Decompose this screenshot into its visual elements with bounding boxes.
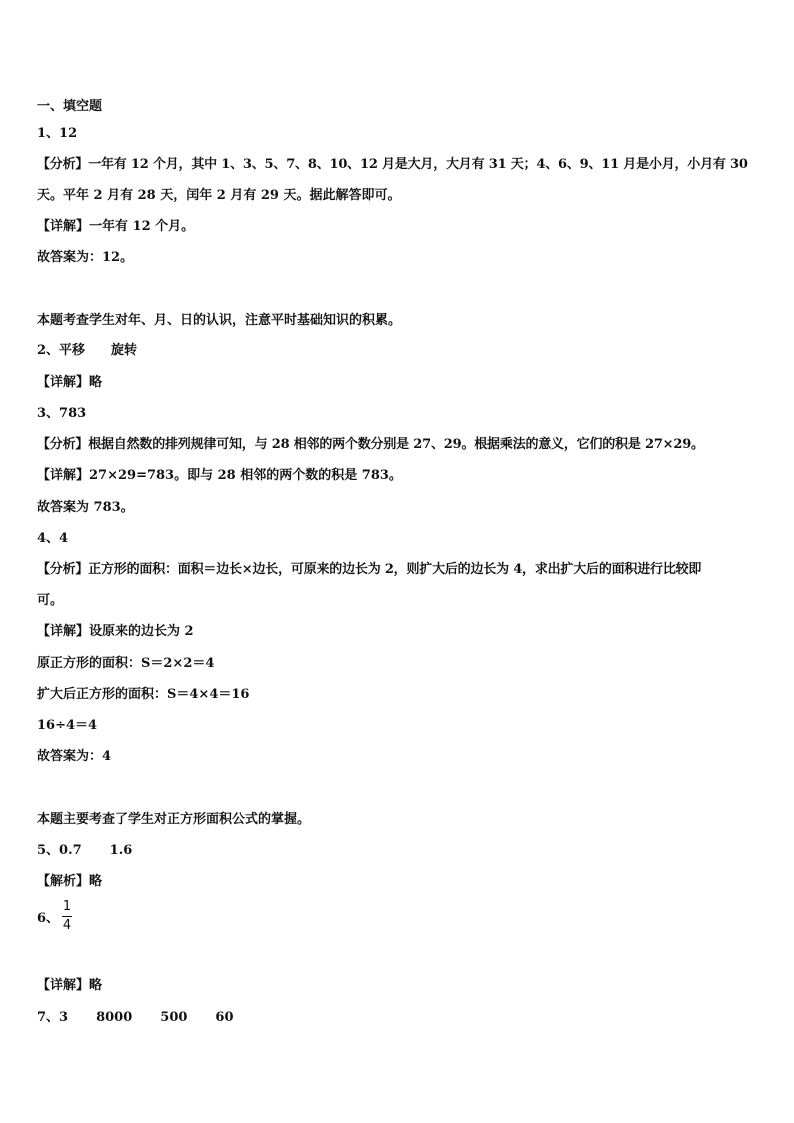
q4-detail: 【详解】设原来的边长为 2	[37, 624, 194, 639]
q6-denominator: 4	[62, 918, 72, 933]
q5-second-answer: 1.6	[109, 843, 133, 858]
q1-analysis-line-2: 天。平年 2 月有 28 天，闰年 2 月有 29 天。据此解答即可。	[37, 188, 401, 203]
q2-detail: 【详解】略	[37, 375, 103, 390]
q2-second-answer: 旋转	[111, 343, 138, 358]
q4-calc-line-3: 16÷4＝4	[37, 718, 98, 733]
fraction-bar	[62, 916, 72, 917]
q2-number: 2、平移	[37, 343, 86, 358]
q4-calc-line-1: 原正方形的面积：S＝2×2＝4	[37, 656, 215, 671]
q7-answer-2: 8000	[96, 1010, 133, 1025]
q4-note: 本题主要考查了学生对正方形面积公式的掌握。	[37, 812, 311, 827]
q4-analysis-line-2: 可。	[37, 593, 64, 608]
q3-analysis: 【分析】根据自然数的排列规律可知，与 28 相邻的两个数分别是 27、29。根据乘法的意义，它们的积是 27×29。	[37, 437, 704, 452]
q3-answer: 故答案为 783。	[37, 500, 134, 515]
q5-line	[37, 842, 132, 860]
q2-line	[37, 342, 137, 360]
q6-fraction	[62, 899, 72, 934]
q4-analysis-line-1: 【分析】正方形的面积：面积＝边长×边长，可原来的边长为 2，则扩大后的边长为 4，求出扩大后的面积进行比较即	[37, 562, 702, 577]
q4-answer: 故答案为：4	[37, 749, 112, 764]
section-title: 一、填空题	[37, 99, 103, 114]
q6-number: 6、	[37, 911, 60, 926]
q3-detail: 【详解】27×29=783。即与 28 相邻的两个数的积是 783。	[37, 468, 402, 483]
q5-number: 5、0.7	[37, 843, 82, 858]
q4-number: 4、4	[37, 531, 69, 546]
q7-line	[37, 1009, 234, 1027]
q1-number: 1、12	[37, 126, 78, 141]
q3-number: 3、783	[37, 406, 87, 421]
q7-answer-4: 60	[215, 1010, 234, 1025]
q6-detail: 【详解】略	[37, 978, 103, 993]
q6-numerator: 1	[62, 899, 72, 914]
q7-number: 7、3	[37, 1010, 69, 1025]
q1-answer: 故答案为：12。	[37, 250, 134, 265]
q1-detail: 【详解】一年有 12 个月。	[37, 219, 195, 234]
q7-answer-3: 500	[160, 1010, 188, 1025]
q4-calc-line-2: 扩大后正方形的面积：S＝4×4＝16	[37, 687, 250, 702]
q1-note: 本题考查学生对年、月、日的认识，注意平时基础知识的积累。	[37, 313, 402, 328]
q5-detail: 【解析】略	[37, 874, 103, 889]
q1-analysis-line-1: 【分析】一年有 12 个月，其中 1、3、5、7、8、10、12 月是大月，大月有 31 天；4、6、9、11 月是小月，小月有 30	[37, 157, 748, 172]
